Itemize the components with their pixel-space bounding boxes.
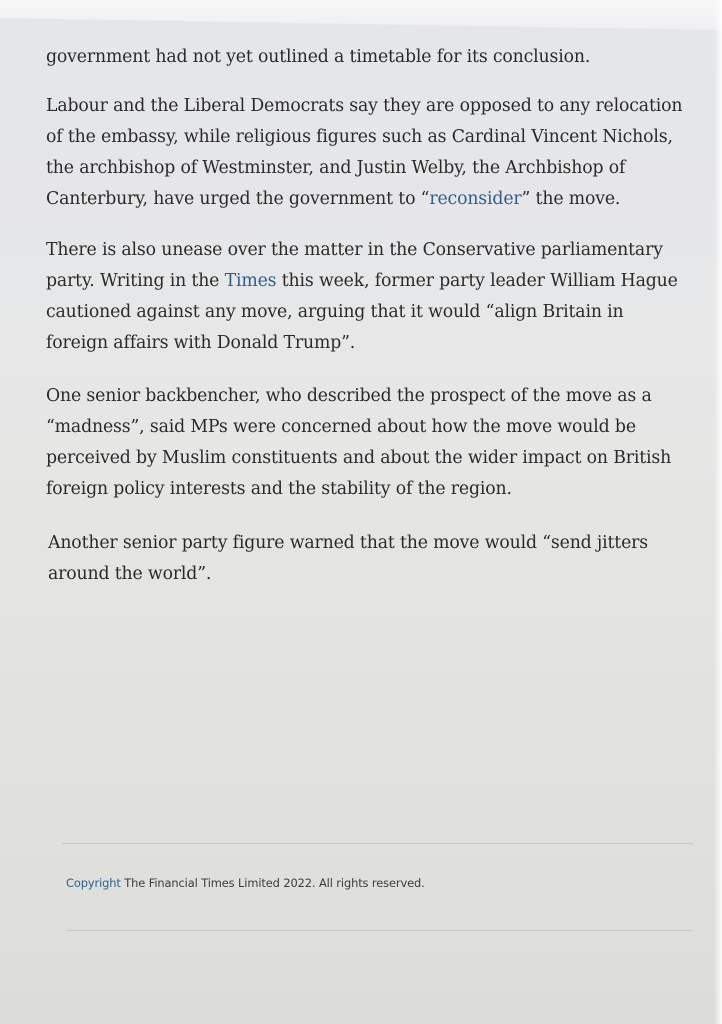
paragraph-line bbox=[48, 559, 708, 590]
footer-divider-bottom bbox=[66, 930, 692, 931]
line-text: perceived by Muslim constituents and about the wider impact on British bbox=[46, 448, 672, 468]
paragraph-line bbox=[46, 122, 706, 153]
paragraph-line bbox=[46, 91, 706, 122]
article-paragraph bbox=[46, 91, 706, 215]
paragraph-line bbox=[46, 184, 706, 215]
line-text: There is also unease over the matter in the Conservative parliamentary bbox=[46, 240, 663, 260]
line-text: party. Writing in the bbox=[46, 271, 225, 291]
paragraph-line bbox=[46, 381, 706, 412]
article-paragraph bbox=[48, 528, 708, 590]
paragraph-line bbox=[46, 42, 706, 73]
inline-link[interactable]: reconsider bbox=[429, 189, 522, 209]
line-text: this week, former party leader William Hague bbox=[276, 271, 678, 291]
copyright-notice bbox=[66, 876, 425, 890]
paragraph-line bbox=[46, 412, 706, 443]
line-text: around the world”. bbox=[48, 564, 212, 584]
copyright-link[interactable]: Copyright bbox=[66, 876, 121, 890]
line-text: foreign affairs with Donald Trump”. bbox=[46, 333, 356, 353]
paragraph-line bbox=[46, 266, 706, 297]
paragraph-line bbox=[46, 235, 706, 266]
footer-divider-top bbox=[62, 843, 694, 844]
line-text: “madness”, said MPs were concerned about how the move would be bbox=[46, 417, 636, 437]
paragraph-line bbox=[46, 474, 706, 505]
line-text: One senior backbencher, who described the prospect of the move as a bbox=[46, 386, 652, 406]
paragraph-line bbox=[46, 297, 706, 328]
page-top-edge bbox=[0, 0, 722, 30]
line-text: cautioned against any move, arguing that it would “align Britain in bbox=[46, 302, 624, 322]
page-right-edge bbox=[714, 0, 722, 1024]
line-text: the archbishop of Westminster, and Justin Welby, the Archbishop of bbox=[46, 158, 626, 178]
inline-link[interactable]: Times bbox=[224, 271, 277, 291]
paragraph-line bbox=[46, 153, 706, 184]
paragraph-line bbox=[46, 443, 706, 474]
paragraph-line bbox=[48, 528, 708, 559]
line-text: government had not yet outlined a timetable for its conclusion. bbox=[46, 47, 591, 67]
copyright-text: The Financial Times Limited 2022. All rights reserved. bbox=[120, 876, 425, 890]
article-paragraph bbox=[46, 235, 706, 359]
article-paragraph bbox=[46, 42, 706, 73]
line-text: Labour and the Liberal Democrats say they are opposed to any relocation bbox=[46, 96, 683, 116]
line-text: of the embassy, while religious figures such as Cardinal Vincent Nichols, bbox=[46, 127, 673, 147]
line-text: Another senior party figure warned that the move would “send jitters bbox=[48, 533, 649, 553]
paragraph-line bbox=[46, 328, 706, 359]
line-text: ” the move. bbox=[521, 189, 621, 209]
article-paragraph bbox=[46, 381, 706, 505]
line-text: foreign policy interests and the stability of the region. bbox=[46, 479, 512, 499]
line-text: Canterbury, have urged the government to “ bbox=[46, 189, 430, 209]
